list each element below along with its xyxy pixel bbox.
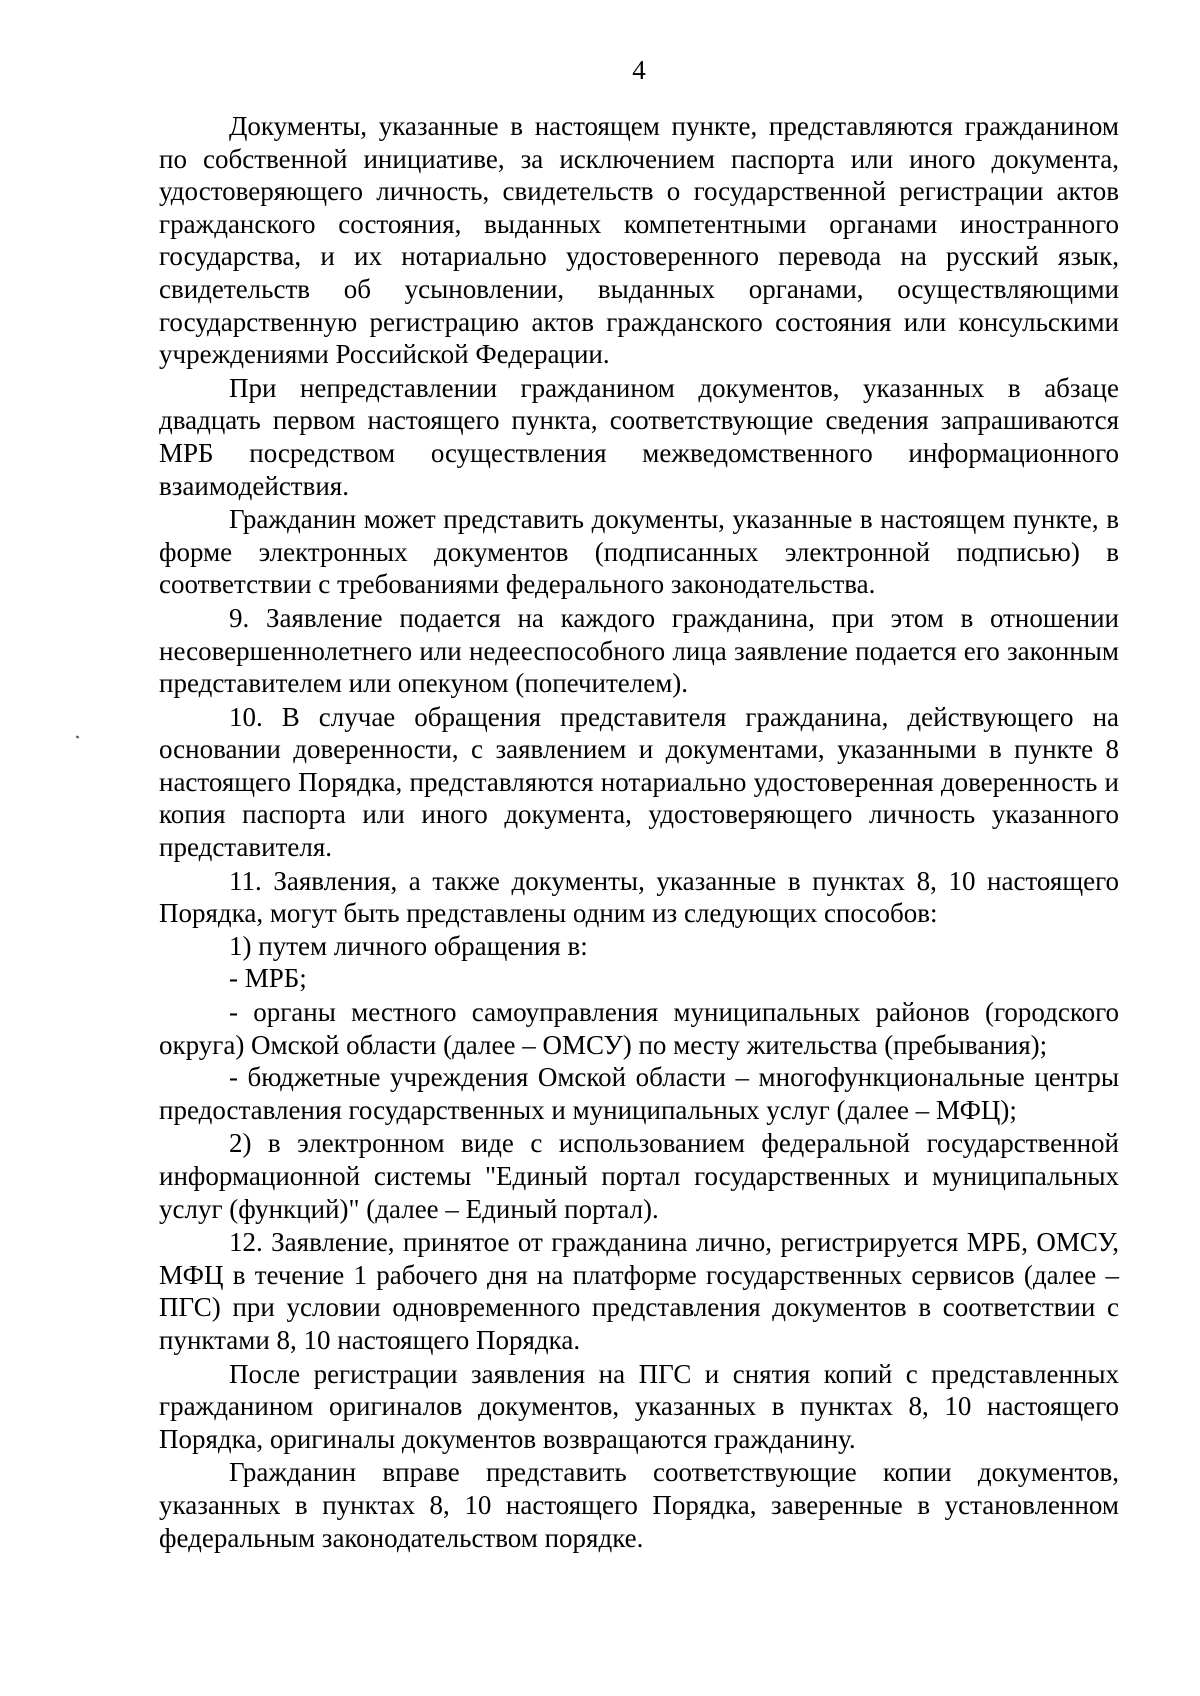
paragraph-item-11-mfc: - бюджетные учреждения Омской области – многофункциональные центры предоставления государственных и муниципальных услуг (далее – МФЦ); — [159, 1062, 1119, 1125]
paragraph-item-12: 12. Заявление, принятое от гражданина лично, регистрируется МРБ, ОМСУ, МФЦ в течение 1 рабочего дня на платформе государственных сервисов (далее – ПГС) при условии одновременного представления документов в соответствии с пунктами 8, 10 настоящего Порядка. — [159, 1227, 1119, 1355]
paragraph-item-9: 9. Заявление подается на каждого гражданина, при этом в отношении несовершеннолетнего или недееспособного лица заявление подается его законным представителем или опекуном (попечителем). — [159, 602, 1119, 699]
paragraph-electronic-documents: Гражданин может представить документы, указанные в настоящем пункте, в форме электронных документов (подписанных электронной подписью) в соответствии с требованиями федерального законодательства. — [159, 504, 1119, 600]
paragraph-originals-returned: После регистрации заявления на ПГС и снятия копий с представленных гражданином оригиналов документов, указанных в пунктах 8, 10 настоящего Порядка, оригиналы документов возвращаются гражданину. — [159, 1358, 1119, 1454]
paragraph-item-11-2: 2) в электронном виде с использованием федеральной государственной информационной системы "Единый портал государственных и муниципальных услуг (функций)" (далее – Единый портал). — [159, 1128, 1119, 1224]
paragraph-item-11-omsu: - органы местного самоуправления муниципальных районов (городского округа) Омской области (далее – ОМСУ) по месту жительства (пребывания); — [159, 997, 1119, 1060]
paragraph-item-11-1: 1) путем личного обращения в: — [229, 930, 588, 961]
paragraph-item-11: 11. Заявления, а также документы, указанные в пунктах 8, 10 настоящего Порядка, могут быть представлены одним из следующих способов: — [159, 865, 1119, 929]
document-body — [159, 110, 1119, 1554]
paragraph-certified-copies: Гражданин вправе представить соответствующие копии документов, указанных в пунктах 8, 10 настоящего Порядка, заверенные в установленном федеральным законодательством порядке. — [159, 1457, 1119, 1553]
page-number: 4 — [632, 55, 646, 85]
paragraph-item-10: 10. В случае обращения представителя гражданина, действующего на основании доверенности, с заявлением и документами, указанными в пункте 8 настоящего Порядка, представляются нотариально удостоверенная доверенность и копия паспорта или иного документа, удостоверяющего личность указанного представителя. — [159, 701, 1119, 863]
scan-speck — [76, 735, 80, 738]
paragraph-documents-own-initiative: Документы, указанные в настоящем пункте, представляются гражданином по собственной инициативе, за исключением паспорта или иного документа, удостоверяющего личность, свидетельств о государственной регистрации актов гражданского состояния, выданных компетентными органами иностранного государства, и их нотариально удостоверенного перевода на русский язык, свидетельств об усыновлении, выданных органами, осуществляющими государственную регистрацию актов гражданского состояния или консульскими учреждениями Российской Федерации. — [159, 111, 1119, 370]
paragraph-item-11-mrb: - МРБ; — [229, 963, 307, 994]
paragraph-interagency-request: При непредставлении гражданином документов, указанных в абзаце двадцать первом настоящего пункта, соответствующие сведения запрашиваются МРБ посредством осуществления межведомственного информационного взаимодействия. — [159, 372, 1119, 501]
